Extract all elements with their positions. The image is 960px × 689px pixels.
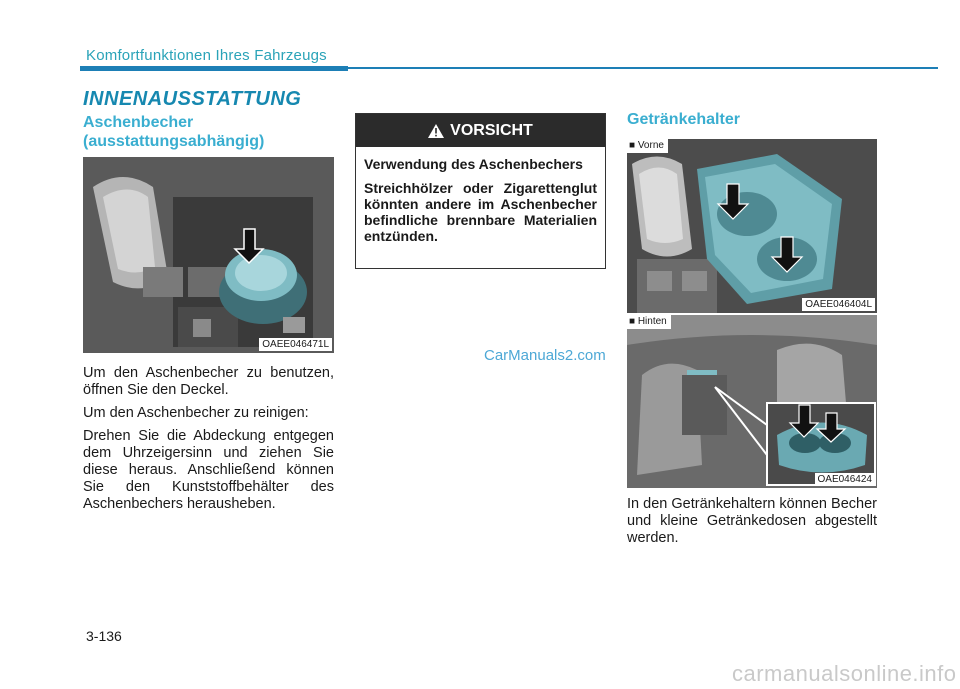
page-number: 3-136 [86, 628, 122, 644]
cupholder-text: In den Getränkehaltern können Becher und kleine Getränkedosen abgestellt werden. [627, 496, 877, 546]
ashtray-illustration [83, 157, 334, 353]
caution-box [355, 113, 606, 269]
cupholder-heading: Getränkehalter [627, 111, 740, 128]
caution-subtitle: Verwendung des Aschenbechers [364, 156, 583, 172]
ashtray-clean-intro: Um den Aschenbecher zu reinigen: [83, 405, 309, 421]
ashtray-title-line1: Aschenbecher [83, 114, 194, 131]
watermark-link[interactable]: CarManuals2.com [484, 347, 606, 364]
footer-watermark: carmanualsonline.info [732, 661, 957, 686]
header-rule-thick [80, 66, 348, 71]
ashtray-photo [83, 157, 334, 353]
cupholder-front-illustration [627, 139, 877, 313]
ashtray-clean-text: Drehen Sie die Abdeckung entgegen dem Uhrzeigersinn und ziehen Sie diese heraus. Anschließend können Sie den Kunststoffbehälter des Aschenbechers herausheben. [83, 428, 334, 512]
cupholder-front-photo [627, 139, 877, 313]
caution-header [356, 114, 605, 147]
caution-heading: VORSICHT [450, 121, 533, 139]
ashtray-image-code: OAEE046471L [259, 338, 332, 351]
warning-triangle-icon [428, 124, 444, 138]
chapter-title: Komfortfunktionen Ihres Fahrzeugs [86, 47, 327, 64]
ashtray-heading [83, 113, 264, 151]
cupholder-rear-label: ■ Hinten [627, 315, 671, 329]
header-rule-thin [348, 67, 938, 69]
caution-text: Streichhölzer oder Zigarettenglut könnten andere im Aschenbecher befindliche brennbare Materialien entzünden. [364, 180, 597, 244]
caution-body [356, 147, 605, 244]
cupholder-rear-illustration [627, 315, 877, 488]
ashtray-open-text: Um den Aschenbecher zu benutzen, öffnen Sie den Deckel. [83, 365, 334, 398]
cupholder-front-label: ■ Vorne [627, 139, 668, 153]
cupholder-front-code: OAEE046404L [802, 298, 875, 311]
section-title: INNENAUSSTATTUNG [83, 88, 302, 110]
cupholder-rear-photo [627, 315, 877, 488]
ashtray-title-line2: (ausstattungsabhängig) [83, 133, 265, 150]
cupholder-rear-code: OAE046424 [815, 473, 876, 486]
